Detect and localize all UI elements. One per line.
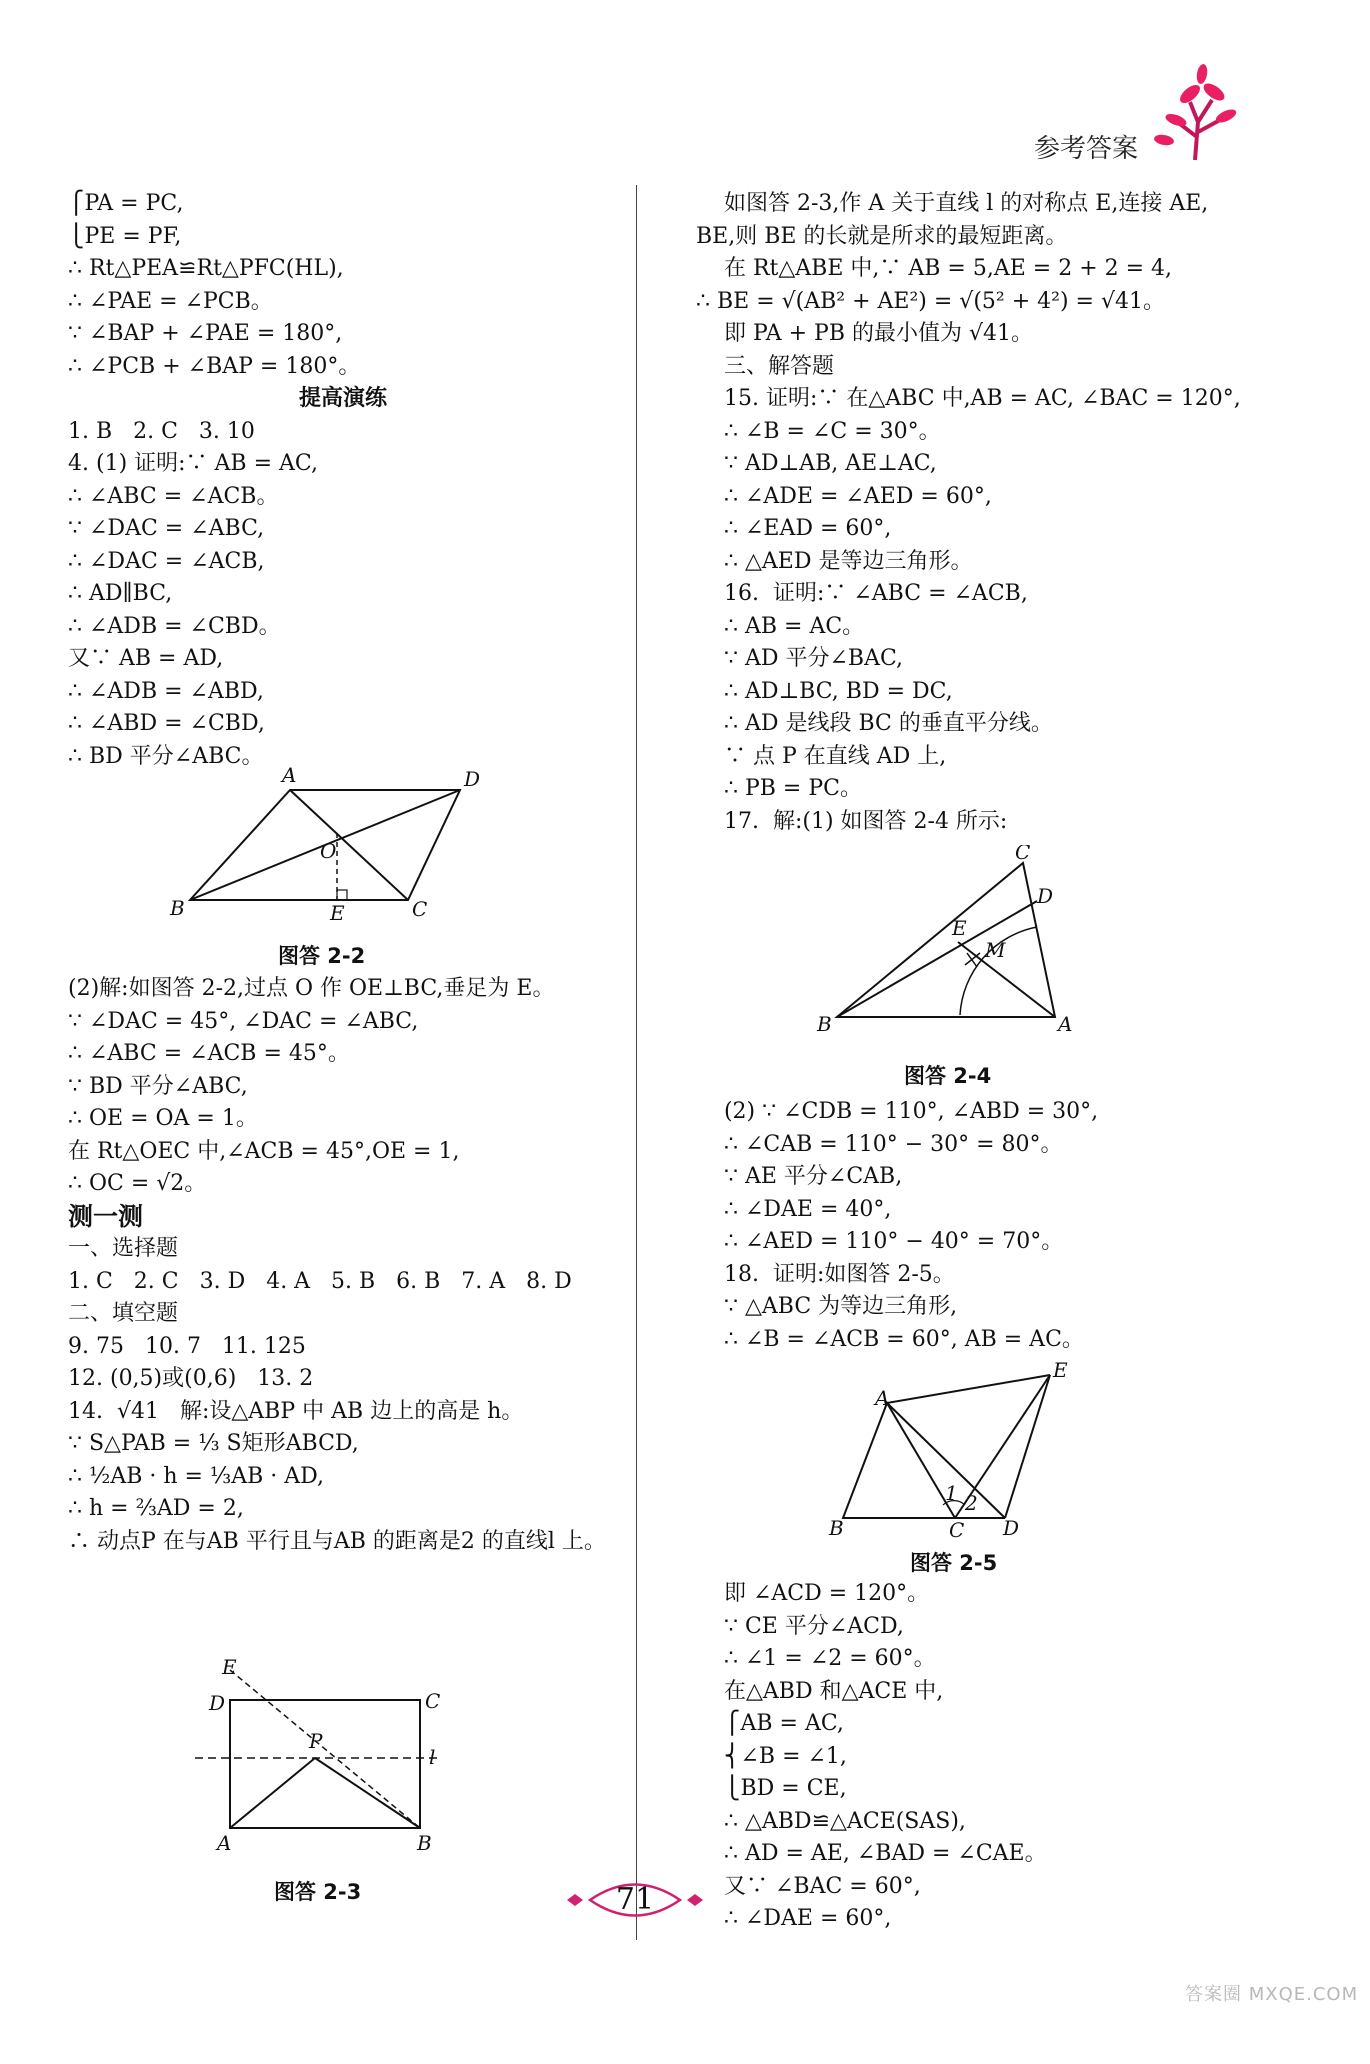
text-line: ∴ AD 是线段 BC 的垂直平分线。 xyxy=(696,711,1053,736)
text-line: (2) ∵ ∠CDB = 110°, ∠ABD = 30°, xyxy=(696,1099,1099,1124)
fig23-label-a: A xyxy=(217,1831,232,1855)
text-line: ∴ OC = √2。 xyxy=(68,1171,207,1196)
text-line: ∴ ∠ADB = ∠ABD, xyxy=(68,678,264,704)
fig22-label-o: O xyxy=(320,839,337,863)
fig22-label-d: D xyxy=(464,767,481,791)
text-line: 三、解答题 xyxy=(696,353,834,379)
figure-2-2 xyxy=(160,760,490,924)
text-line: 一、选择题 xyxy=(68,1236,179,1261)
text-line: ∵ 点 P 在直线 AD 上, xyxy=(696,743,947,769)
text-line: (2)解:如图答 2-2,过点 O 作 OE⊥BC,垂足为 E。 xyxy=(68,976,555,1001)
fig23-label-p: P xyxy=(309,1729,323,1753)
fig25-label-d: D xyxy=(1003,1516,1020,1540)
text-line: ⎨∠B = ∠1, xyxy=(696,1743,847,1769)
fig25-label-c: C xyxy=(949,1518,965,1540)
left-column-top xyxy=(68,188,618,773)
right-column-top xyxy=(696,188,1316,838)
watermark: 答案圈 MXQE.COM xyxy=(1185,1984,1359,2005)
text-line: ∵ AD⊥AB, AE⊥AC, xyxy=(696,451,937,476)
figure-2-2-caption: 图答 2-2 xyxy=(278,944,366,968)
right-column-bottom xyxy=(696,1578,1316,1936)
figure-2-3-caption: 图答 2-3 xyxy=(274,1880,362,1904)
text-line: ∴ ∠ADE = ∠AED = 60°, xyxy=(696,483,992,509)
fig22-label-c: C xyxy=(412,897,428,920)
text-line: ∵ CE 平分∠ACD, xyxy=(696,1613,904,1639)
text-line: 14. √41 解:设△ABP 中 AB 边上的高是 h。 xyxy=(68,1398,524,1424)
fig23-label-b: B xyxy=(417,1831,432,1855)
text-line: ∴ ∠B = ∠ACB = 60°, AB = AC。 xyxy=(696,1326,1084,1352)
text-line: ∴ 动点P 在与AB 平行且与AB 的距离是2 的直线l 上。 xyxy=(68,1528,606,1554)
text-line: ∴ ∠ABD = ∠CBD, xyxy=(68,711,265,736)
fig25-label-1: 1 xyxy=(945,1481,958,1505)
figure-2-4 xyxy=(815,845,1115,1039)
text-line: ∵ △ABC 为等边三角形, xyxy=(696,1294,958,1319)
left-column-bottom xyxy=(68,973,618,1558)
figure-2-5-caption: 图答 2-5 xyxy=(910,1551,998,1575)
text-line: ∴ ∠PCB + ∠BAP = 180°。 xyxy=(68,353,361,379)
text-line: 9. 75 10. 7 11. 125 xyxy=(68,1333,306,1359)
fig22-label-e: E xyxy=(330,901,345,920)
fig24-label-e: E xyxy=(952,916,967,940)
text-line: ∴ Rt△PEA≌Rt△PFC(HL), xyxy=(68,256,344,281)
text-line: 16. 证明:∵ ∠ABC = ∠ACB, xyxy=(696,581,1028,606)
text-line: ∴ BD 平分∠ABC。 xyxy=(68,743,264,769)
text-line: 在 Rt△ABE 中,∵ AB = 5,AE = 2 + 2 = 4, xyxy=(696,256,1173,281)
page-number: 71 xyxy=(615,1882,655,1917)
text-line: ∵ ∠DAC = ∠ABC, xyxy=(68,516,265,541)
text-line: ⎧AB = AC, xyxy=(696,1711,844,1736)
figure-2-5 xyxy=(825,1355,1085,1544)
text-line: ∴ ∠AED = 110° − 40° = 70°。 xyxy=(696,1229,1064,1254)
text-line: 二、填空题 xyxy=(68,1301,179,1326)
text-line: ∴ AD = AE, ∠BAD = ∠CAE。 xyxy=(696,1841,1047,1866)
figure-2-4-caption: 图答 2-4 xyxy=(904,1064,992,1088)
fig24-label-a: A xyxy=(1058,1012,1073,1035)
fig25-label-a: A xyxy=(875,1386,890,1410)
fig25-label-e: E xyxy=(1053,1358,1068,1382)
fig23-label-d: D xyxy=(209,1691,226,1715)
text-line: ∴ AD∥BC, xyxy=(68,581,173,606)
text-line: ∴ PB = PC。 xyxy=(696,776,862,801)
header-title: 参考答案 xyxy=(1034,134,1139,164)
text-line: ∴ ∠EAD = 60°, xyxy=(696,516,892,541)
text-line: ∴ ∠1 = ∠2 = 60°。 xyxy=(696,1646,936,1671)
text-line: 即 PA + PB 的最小值为 √41。 xyxy=(696,321,1034,346)
text-line: ∵ BD 平分∠ABC, xyxy=(68,1073,248,1099)
fig23-label-c: C xyxy=(425,1689,441,1713)
text-line: ∴ ∠DAE = 40°, xyxy=(696,1196,892,1222)
fig25-label-2: 2 xyxy=(965,1491,978,1515)
fig25-label-b: B xyxy=(829,1516,844,1540)
text-line: 12. (0,5)或(0,6) 13. 2 xyxy=(68,1366,314,1391)
text-line: ∴ ½AB · h = ⅓AB · AD, xyxy=(68,1463,325,1489)
text-line: ∵ ∠DAC = 45°, ∠DAC = ∠ABC, xyxy=(68,1008,419,1034)
tree-logo-icon xyxy=(1140,62,1250,166)
fig23-label-l: l xyxy=(429,1745,436,1769)
text-line: ∵ AD 平分∠BAC, xyxy=(696,646,904,671)
right-column-middle xyxy=(696,1096,1316,1356)
fig24-label-m: M xyxy=(985,938,1006,962)
text-line: ∴ ∠ADB = ∠CBD。 xyxy=(68,613,281,639)
text-line: 17. 解:(1) 如图答 2-4 所示: xyxy=(696,808,1008,834)
text-line: 即 ∠ACD = 120°。 xyxy=(696,1581,930,1606)
text-line: ∴ △ABD≌△ACE(SAS), xyxy=(696,1808,966,1834)
text-line: 在△ABD 和△ACE 中, xyxy=(696,1678,944,1704)
text-line: ∴ ∠B = ∠C = 30°。 xyxy=(696,418,941,444)
text-line: ∵ S△PAB = ⅓ S矩形ABCD, xyxy=(68,1431,359,1456)
text-line: ∵ AE 平分∠CAB, xyxy=(696,1164,903,1189)
column-divider xyxy=(636,185,637,1940)
text-line: ∴ AD⊥BC, BD = DC, xyxy=(696,678,953,704)
text-line: 18. 证明:如图答 2-5。 xyxy=(696,1261,955,1287)
figure-2-3 xyxy=(185,1658,455,1862)
text-line: 4. (1) 证明:∵ AB = AC, xyxy=(68,451,318,476)
text-line: ∴ △AED 是等边三角形。 xyxy=(696,548,973,574)
text-line: 15. 证明:∵ 在△ABC 中,AB = AC, ∠BAC = 120°, xyxy=(696,386,1241,411)
text-line: ∴ OE = OA = 1。 xyxy=(68,1106,258,1131)
text-line: 1. B 2. C 3. 10 xyxy=(68,418,255,444)
fig24-label-c: C xyxy=(1015,845,1031,864)
text-line: ⎧PA = PC, xyxy=(68,191,184,216)
fig24-label-d: D xyxy=(1037,884,1054,908)
fig22-label-a: A xyxy=(282,763,297,787)
text-line: ∴ ∠DAE = 60°, xyxy=(696,1906,892,1931)
text-line: ∴ ∠ABC = ∠ACB。 xyxy=(68,483,279,509)
text-line: BE,则 BE 的长就是所求的最短距离。 xyxy=(696,223,1068,249)
text-line: ∴ h = ⅔AD = 2, xyxy=(68,1496,244,1521)
fig24-label-b: B xyxy=(817,1012,832,1035)
text-line: ∴ BE = √(AB² + AE²) = √(5² + 4²) = √41。 xyxy=(696,288,1165,314)
text-line: ∴ ∠ABC = ∠ACB = 45°。 xyxy=(68,1041,350,1066)
text-line: ⎩PE = PF, xyxy=(68,223,182,249)
text-line: ∴ ∠CAB = 110° − 30° = 80°。 xyxy=(696,1131,1063,1157)
fig22-label-b: B xyxy=(170,896,185,920)
text-line: 又∵ AB = AD, xyxy=(68,646,224,671)
fig23-label-e: E xyxy=(222,1658,237,1679)
text-line: ∵ ∠BAP + ∠PAE = 180°, xyxy=(68,321,343,346)
text-line: ∴ ∠PAE = ∠PCB。 xyxy=(68,288,273,314)
text-line: ∴ AB = AC。 xyxy=(696,613,865,639)
text-line: ⎩BD = CE, xyxy=(696,1776,847,1801)
text-line: 如图答 2-3,作 A 关于直线 l 的对称点 E,连接 AE, xyxy=(696,191,1209,216)
text-line: ∴ ∠DAC = ∠ACB, xyxy=(68,548,265,574)
text-line: 在 Rt△OEC 中,∠ACB = 45°,OE = 1, xyxy=(68,1138,460,1164)
text-line: 测一测 xyxy=(68,1201,144,1231)
text-line: 1. C 2. C 3. D 4. A 5. B 6. B 7. A 8. D xyxy=(68,1268,572,1294)
text-line: 提高演练 xyxy=(298,386,387,411)
text-line: 又∵ ∠BAC = 60°, xyxy=(696,1873,921,1899)
